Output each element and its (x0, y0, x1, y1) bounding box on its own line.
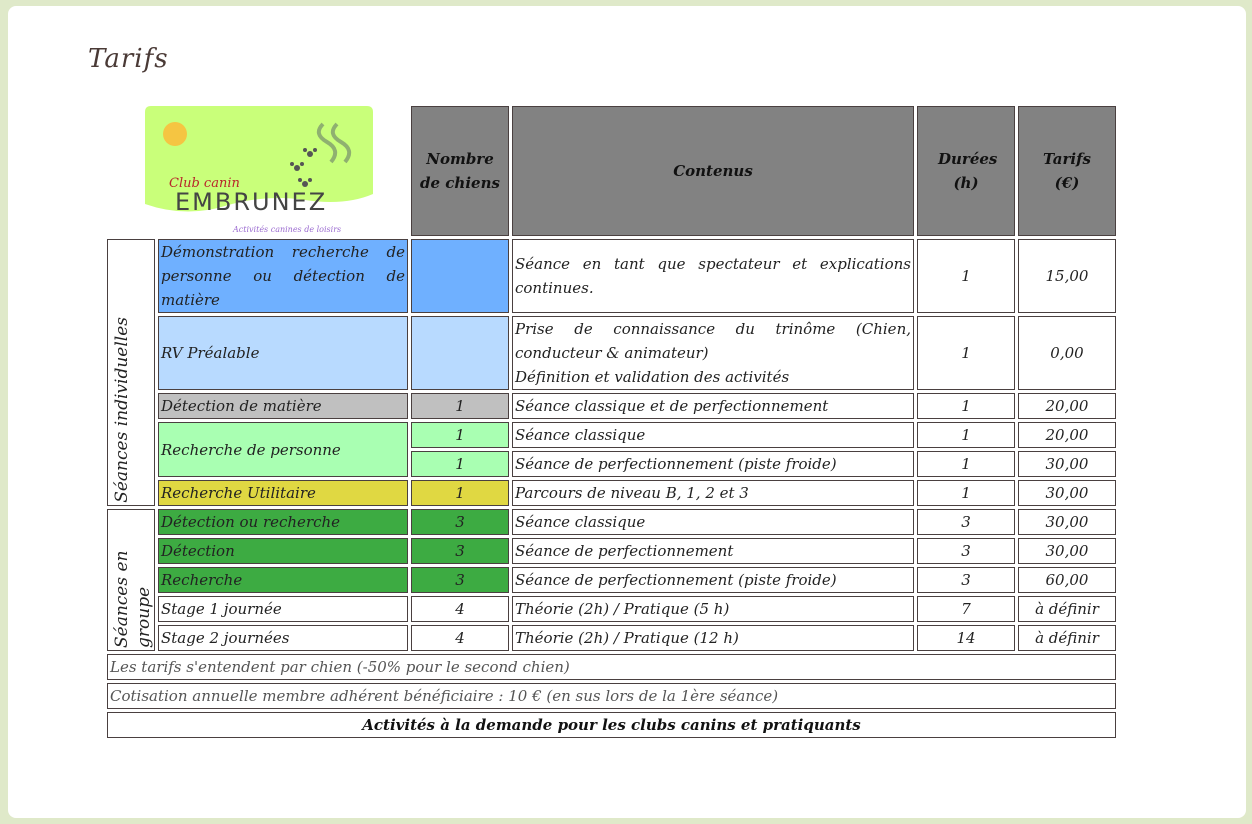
content-cell: Théorie (2h) / Pratique (12 h) (512, 625, 914, 651)
content-cell: Séance classique (512, 509, 914, 535)
table-row (107, 509, 1116, 535)
note-membership: Cotisation annuelle membre adhérent bénéficiaire : 10 € (en sus lors de la 1ère séance) (107, 683, 1116, 709)
dogs-cell: 3 (411, 509, 509, 535)
logo-club-canin: Club canin (169, 176, 240, 191)
content-cell: Séance de perfectionnement (512, 538, 914, 564)
content-cell: Séance classique et de perfectionnement (512, 393, 914, 419)
dogs-cell: 3 (411, 567, 509, 593)
price-cell: 0,00 (1018, 316, 1116, 390)
price-cell: 30,00 (1018, 480, 1116, 506)
duration-cell: 1 (917, 239, 1015, 313)
duration-cell: 7 (917, 596, 1015, 622)
logo-tagline: Activités canines de loisirs (233, 225, 342, 234)
tarifs-table (104, 103, 1119, 741)
table-row (107, 625, 1116, 651)
duration-cell: 14 (917, 625, 1015, 651)
content-cell: Séance classique (512, 422, 914, 448)
table-row (107, 538, 1116, 564)
price-cell: 60,00 (1018, 567, 1116, 593)
group-individual-label: Séances individuelles (112, 317, 132, 503)
group-collective (107, 509, 155, 651)
table-row (107, 596, 1116, 622)
price-cell: 15,00 (1018, 239, 1116, 313)
dogs-cell: 3 (411, 538, 509, 564)
activity-cell: Stage 1 journée (158, 596, 408, 622)
content-cell: Séance en tant que spectateur et explications continues. (512, 239, 914, 313)
note-per-dog: Les tarifs s'entendent par chien (-50% pour le second chien) (107, 654, 1116, 680)
table-row (107, 567, 1116, 593)
group-individual (107, 239, 155, 506)
header-price: Tarifs (€) (1018, 106, 1116, 236)
price-cell: 30,00 (1018, 451, 1116, 477)
activity-cell: Détection ou recherche (158, 509, 408, 535)
note-row (107, 712, 1116, 738)
note-on-demand: Activités à la demande pour les clubs canins et pratiquants (107, 712, 1116, 738)
price-cell: 30,00 (1018, 538, 1116, 564)
duration-cell: 1 (917, 480, 1015, 506)
activity-cell: RV Préalable (158, 316, 408, 390)
activity-cell: Recherche (158, 567, 408, 593)
content-line: Prise de connaissance du trinôme (Chien, conducteur & animateur) (515, 320, 911, 362)
duration-cell: 3 (917, 538, 1015, 564)
price-cell: à définir (1018, 625, 1116, 651)
table-row (107, 480, 1116, 506)
duration-cell: 1 (917, 393, 1015, 419)
price-cell: à définir (1018, 596, 1116, 622)
activity-cell: Détection (158, 538, 408, 564)
club-logo-icon (145, 106, 373, 236)
logo-embrunez: EMBRUNEZ (175, 188, 328, 216)
dogs-cell: 1 (411, 422, 509, 448)
duration-cell: 1 (917, 316, 1015, 390)
header-contents: Contenus (512, 106, 914, 236)
table-row (107, 422, 1116, 448)
duration-cell: 1 (917, 451, 1015, 477)
dogs-cell (411, 239, 509, 313)
duration-cell: 3 (917, 567, 1015, 593)
group-collective-label: Séances en groupe (112, 550, 154, 648)
price-cell: 20,00 (1018, 393, 1116, 419)
content-line: Définition et validation des activités (515, 368, 790, 386)
activity-cell: Détection de matière (158, 393, 408, 419)
club-logo (145, 106, 373, 236)
logo-cell (107, 106, 408, 236)
dogs-cell: 1 (411, 393, 509, 419)
dogs-cell: 4 (411, 625, 509, 651)
dogs-cell: 1 (411, 480, 509, 506)
activity-cell: Recherche de personne (158, 422, 408, 477)
table-row (107, 239, 1116, 313)
activity-cell: Stage 2 journées (158, 625, 408, 651)
header-duration: Durées (h) (917, 106, 1015, 236)
activity-cell: Démonstration recherche de personne ou détection de matière (158, 239, 408, 313)
page (8, 6, 1246, 818)
content-cell: Séance de perfectionnement (piste froide) (512, 567, 914, 593)
dogs-cell (411, 316, 509, 390)
content-cell: Séance de perfectionnement (piste froide) (512, 451, 914, 477)
dogs-cell: 1 (411, 451, 509, 477)
dogs-cell: 4 (411, 596, 509, 622)
table-row (107, 393, 1116, 419)
price-cell: 30,00 (1018, 509, 1116, 535)
price-cell: 20,00 (1018, 422, 1116, 448)
duration-cell: 1 (917, 422, 1015, 448)
content-cell: Parcours de niveau B, 1, 2 et 3 (512, 480, 914, 506)
content-cell: Théorie (2h) / Pratique (5 h) (512, 596, 914, 622)
note-row (107, 683, 1116, 709)
header-row (107, 106, 1116, 236)
page-title: Tarifs (88, 44, 169, 74)
duration-cell: 3 (917, 509, 1015, 535)
note-row (107, 654, 1116, 680)
table-row (107, 316, 1116, 390)
activity-cell: Recherche Utilitaire (158, 480, 408, 506)
content-cell (512, 316, 914, 390)
header-dogs: Nombre de chiens (411, 106, 509, 236)
